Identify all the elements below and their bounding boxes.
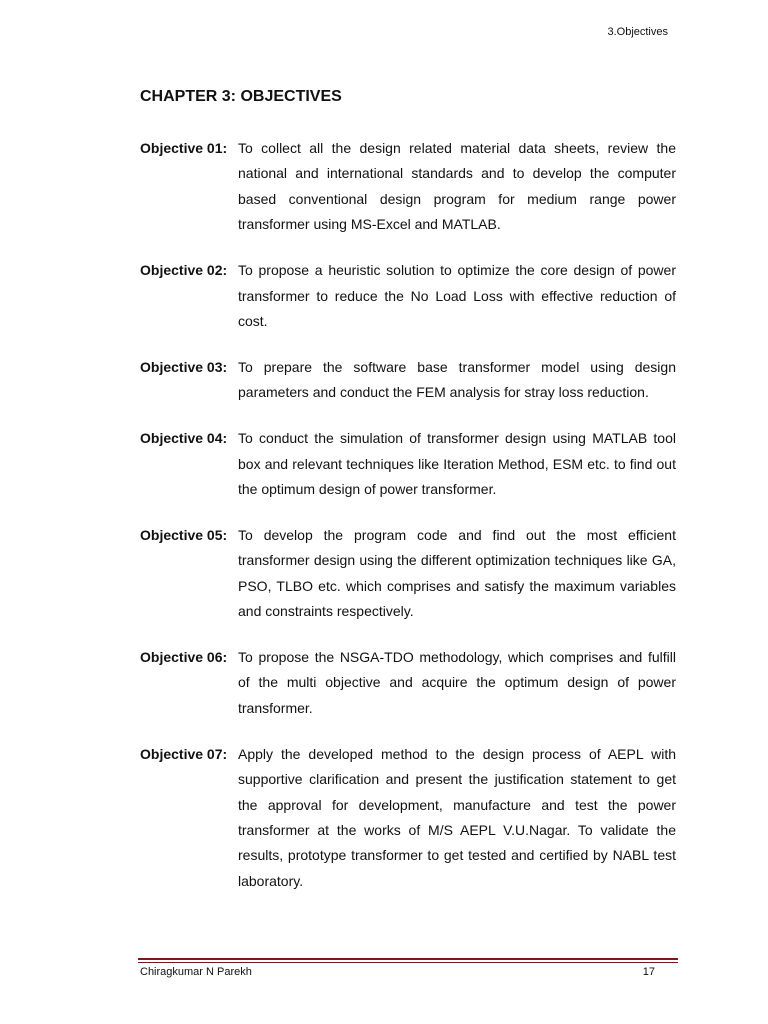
objective-label: Objective 04: (140, 430, 228, 447)
objective-item (140, 426, 676, 502)
objective-text: To collect all the design related material data sheets, review the national and international standards and to develop the computer based conventional design program for medium range power transformer using MS-Excel and MATLAB. (238, 140, 676, 233)
objective-text: To conduct the simulation of transformer design using MATLAB tool box and relevant techniques like Iteration Method, ESM etc. to find out the optimum design of power transformer. (238, 430, 676, 497)
objective-label: Objective 03: (140, 358, 228, 375)
objective-item (140, 742, 676, 894)
objective-label: Objective 01: (140, 140, 228, 156)
objective-item (140, 645, 676, 721)
objective-text: To develop the program code and find out the most efficient transformer design using the different optimization techniques like GA, PSO, TLBO etc. which comprises and satisfy the maximum variables and constraints respectively. (238, 526, 676, 620)
objective-item (140, 136, 676, 238)
objective-label: Objective 07: (140, 745, 228, 762)
footer-rule (138, 958, 678, 963)
page-number: 17 (642, 966, 655, 978)
objective-item (140, 258, 676, 334)
objective-item (140, 355, 676, 406)
footer-author: Chiragkumar N Parekh (140, 966, 252, 978)
objective-label: Objective 05: (140, 526, 228, 543)
objective-text: Apply the developed method to the design process of AEPL with supportive clarification and present the justification statement to get the approval for development, manufacture and test the power transformer at the works of M/S AEPL V.U.Nagar. To validate the results, prototype transformer to get tested and certified by NABL test laboratory. (238, 745, 676, 889)
objective-label: Objective 02: (140, 262, 228, 279)
chapter-title: CHAPTER 3: OBJECTIVES (140, 88, 342, 105)
running-header: 3.Objectives (607, 26, 668, 38)
objective-text: To propose a heuristic solution to optimize the core design of power transformer to reduce the No Load Loss with effective reduction of cost. (238, 262, 676, 329)
objective-text: To prepare the software base transformer model using design parameters and conduct the FEM analysis for stray loss reduction. (238, 358, 676, 401)
objective-item (140, 523, 676, 625)
objective-text: To propose the NSGA-TDO methodology, which comprises and fulfill of the multi objective and acquire the optimum design of power transformer. (238, 649, 676, 716)
objective-label: Objective 06: (140, 649, 228, 665)
objectives-list (140, 136, 676, 894)
